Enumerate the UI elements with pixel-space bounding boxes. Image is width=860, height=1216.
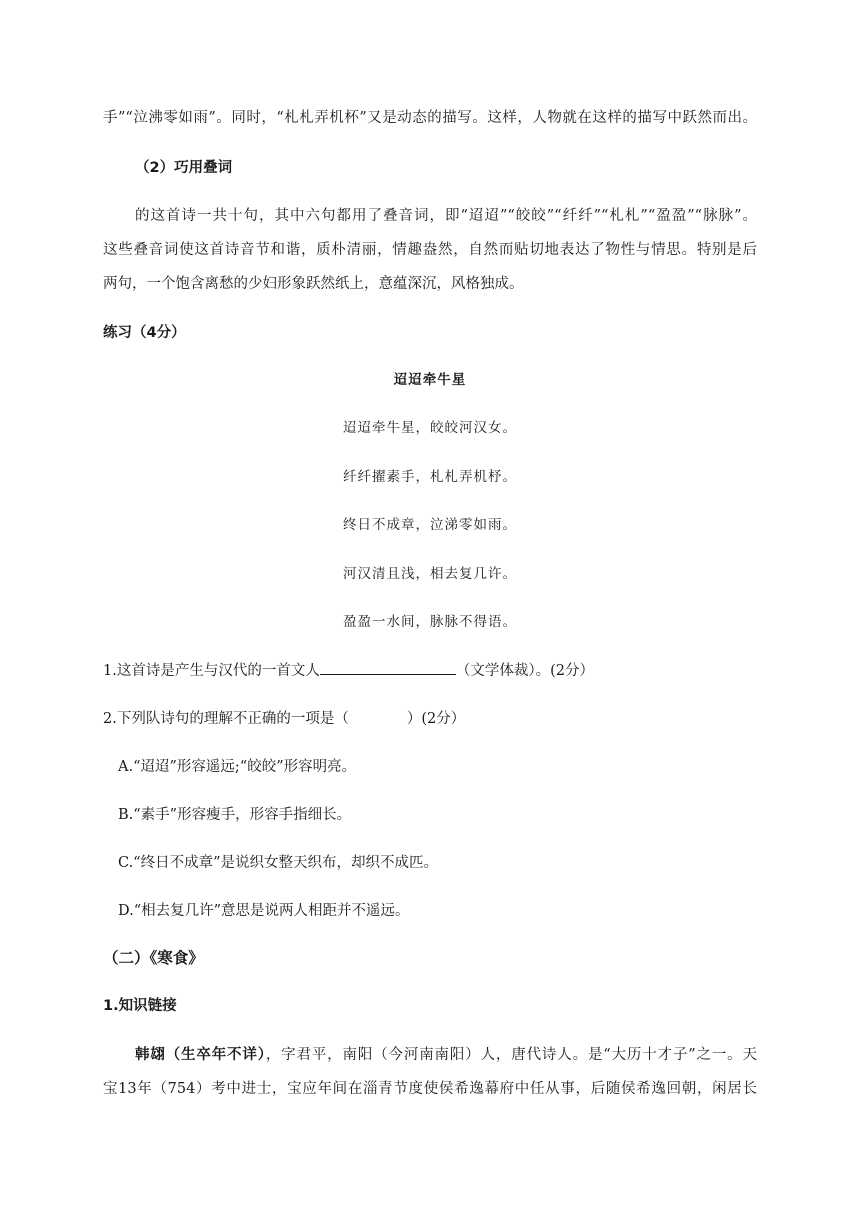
poem-line: 纤纤擢素手，札札弄机杼。 [343, 469, 517, 485]
poem-line: 盈盈一水间，脉脉不得语。 [343, 614, 517, 630]
part2-heading: （二）《寒食》 [103, 949, 204, 967]
paragraph-line: 两句，一个饱含离愁的少妇形象跃然纸上，意蕴深沉，风格独成。 [103, 276, 524, 292]
author-name: 韩翃（生卒年不详） [135, 1047, 266, 1063]
question-2-suffix: ）(2分） [406, 711, 466, 727]
paragraph-line: 的这首诗一共十句，其中六句都用了叠音词，即“迢迢”“皎皎”“纤纤”“札札”“盈盈”“脉脉”。 [135, 208, 757, 224]
poem-line: 终日不成章，泣涕零如雨。 [343, 517, 517, 533]
question-1-suffix: （文学体裁）。(2分） [455, 663, 594, 679]
poem-line: 河汉清且浅，相去复几许。 [343, 566, 517, 582]
bio-line-rest: ，字君平，南阳（今河南南阳）人，唐代诗人。是“大历十才子”之一。天 [265, 1047, 758, 1063]
option-a: A.“迢迢”形容遥远;“皎皎”形容明亮。 [118, 759, 357, 775]
paragraph-line: 这些叠音词使这首诗音节和谐，质朴清丽，情趣盎然，自然而贴切地表达了物性与情思。特别是后 [103, 242, 757, 258]
answer-blank[interactable] [320, 660, 456, 675]
intro-line: 手”“泣沸零如雨”。同时，“札札弄机杯”又是动态的描写。这样，人物就在这样的描写中跃然而出。 [103, 110, 757, 126]
question-2 [103, 709, 465, 729]
knowledge-link-heading: 1.知识链接 [103, 998, 177, 1014]
bio-line [135, 1045, 757, 1065]
exercise-heading: 练习（4分） [103, 325, 186, 341]
question-2-text: 2.下列队诗句的理解不正确的一项是（ [103, 711, 349, 727]
question-1 [103, 660, 594, 681]
option-c: C.“终日不成章”是说织女整天织布，却织不成匹。 [118, 855, 439, 871]
question-1-text: 1.这首诗是产生与汉代的一首文人 [103, 663, 320, 679]
section-heading-reduplication: （2）巧用叠词 [135, 160, 233, 176]
poem-title: 迢迢牵牛星 [393, 372, 467, 388]
option-b: B.“素手”形容瘦手，形容手指细长。 [118, 807, 352, 823]
option-d: D.“相去复几许”意思是说两人相距并不遥远。 [118, 903, 410, 919]
poem-line: 迢迢牵牛星，皎皎河汉女。 [343, 420, 517, 436]
bio-line: 宝13年（754）考中进士，宝应年间在淄青节度使侯希逸幕府中任从事，后随侯希逸回朝，闲居长 [103, 1081, 757, 1097]
